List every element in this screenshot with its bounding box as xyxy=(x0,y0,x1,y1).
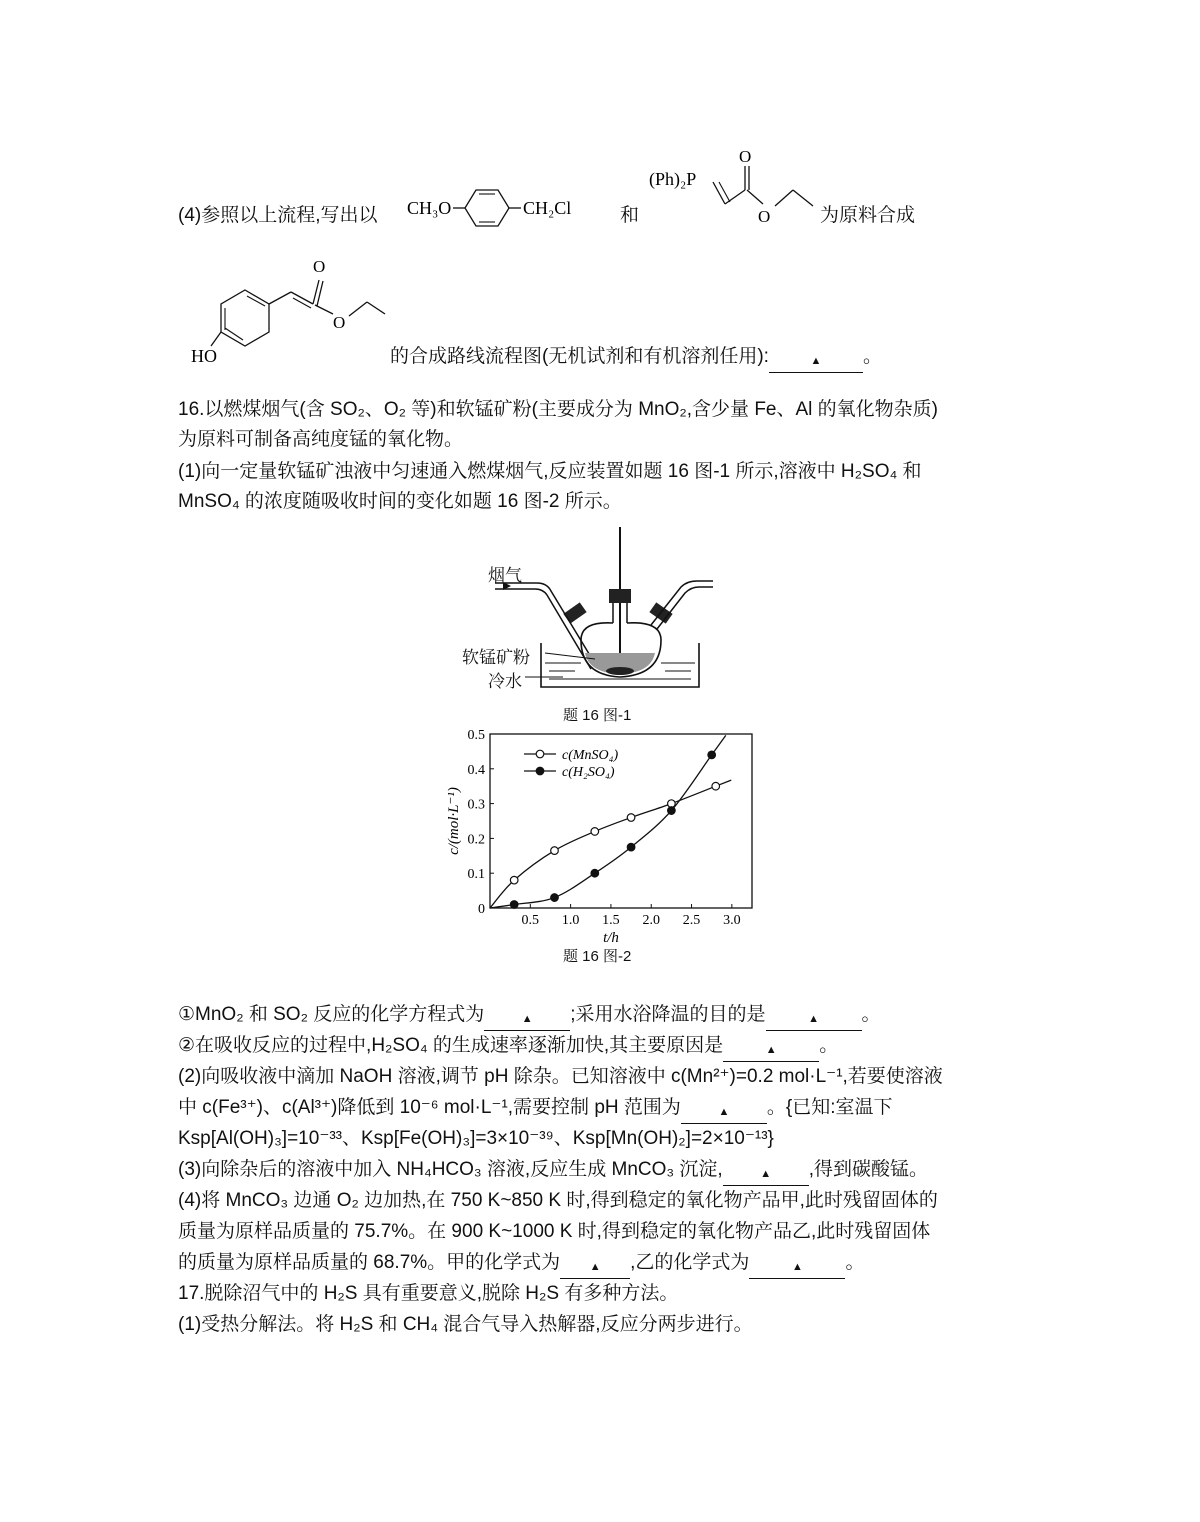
data-point-1 xyxy=(591,869,599,877)
chem2-ester-o: O xyxy=(758,207,771,226)
q15-and: 和 xyxy=(620,205,640,226)
q15-part4-line1 xyxy=(178,203,378,229)
x-tick-label: 1.5 xyxy=(602,913,620,928)
label-flue-gas: 烟气 xyxy=(488,566,522,585)
chem1-left-label: CH₃O xyxy=(407,198,452,218)
x-axis-label: t/h xyxy=(603,930,619,946)
data-point-0 xyxy=(627,814,635,822)
y-tick-label: 0.3 xyxy=(467,797,485,813)
concentration-time-chart xyxy=(430,722,770,947)
chem-structure-phosphorus-reagent xyxy=(645,140,820,230)
legend-marker-1 xyxy=(536,767,544,775)
q16-intro-2: 为原料可制备高纯度锰的氧化物。 xyxy=(178,429,464,450)
q15-line1-end: 为原料合成 xyxy=(820,205,916,226)
chem2-ph-label: (Ph)₂P xyxy=(649,169,697,189)
chem-structure-target-product xyxy=(185,250,395,370)
data-point-0 xyxy=(591,828,599,836)
answer-blank-q16-1a[interactable]: ▲ xyxy=(484,1010,570,1031)
x-tick-label: 1.0 xyxy=(561,913,580,928)
y-tick-label: 0.2 xyxy=(467,832,485,848)
chem2-carbonyl-o: O xyxy=(739,147,752,166)
y-axis-label: c/(mol·L⁻¹) xyxy=(446,787,462,855)
x-tick-label: 2.5 xyxy=(682,913,701,928)
answer-blank-q15-4[interactable]: ▲ xyxy=(769,352,863,373)
data-point-1 xyxy=(708,751,716,759)
q16-p2-line2: 中 c(Fe³⁺)、c(Al³⁺)降低到 10⁻⁶ mol·L⁻¹,需要控制 pH 范围为 ▲ 。{已知:室温下 xyxy=(178,1095,893,1124)
figure-16-1-caption: 题 16 图-1 xyxy=(563,707,632,724)
chem3-ho-label: HO xyxy=(191,346,217,366)
label-ore-powder: 软锰矿粉 xyxy=(462,648,530,667)
q15-part4-line2: 的合成路线流程图(无机试剂和有机溶剂任用): ▲ 。 xyxy=(390,344,882,373)
legend-marker-0 xyxy=(536,750,544,758)
q16-p4-line3: 的质量为原样品质量的 68.7%。甲的化学式为 ▲ ,乙的化学式为 ▲ 。 xyxy=(178,1250,864,1279)
x-tick-label: 2.0 xyxy=(642,913,660,928)
data-point-1 xyxy=(627,843,635,851)
y-tick-label: 0 xyxy=(478,902,485,917)
q17-p1: (1)受热分解法。将 H₂S 和 CH₄ 混合气导入热解器,反应分两步进行。 xyxy=(178,1314,753,1335)
q16-p1-line1: (1)向一定量软锰矿浊液中匀速通入燃煤烟气,反应装置如题 16 图-1 所示,溶液中 H₂SO₄ 和 xyxy=(178,461,922,482)
data-point-1 xyxy=(668,807,676,815)
answer-blank-q16-ph[interactable]: ▲ xyxy=(681,1103,767,1124)
legend-label-1: c(H₂SO₄) xyxy=(562,765,615,780)
chem1-right-label: CH₂Cl xyxy=(523,198,572,218)
chem-structure-methoxybenzyl-chloride xyxy=(405,182,645,242)
data-point-0 xyxy=(712,782,720,790)
data-point-1 xyxy=(551,894,559,902)
figure-16-2-caption: 题 16 图-2 xyxy=(563,948,632,965)
q17-intro: 17.脱除沼气中的 H₂S 具有重要意义,脱除 H₂S 有多种方法。 xyxy=(178,1283,679,1304)
q15-p4-text-a: (4)参照以上流程,写出以 xyxy=(178,205,378,226)
data-point-0 xyxy=(551,847,559,855)
q16-p4-line2: 质量为原样品质量的 75.7%。在 900 K~1000 K 时,得到稳定的氧化物产品乙,此时残留固体 xyxy=(178,1221,931,1242)
q16-s1-line: ①MnO₂ 和 SO₂ 反应的化学方程式为 ▲ ;采用水浴降温的目的是 ▲ 。 xyxy=(178,1002,881,1031)
q16-p2-line3: Ksp[Al(OH)₃]=10⁻³³、Ksp[Fe(OH)₃]=3×10⁻³⁹、Ksp[Mn(OH)₂]=2×10⁻¹³} xyxy=(178,1128,774,1149)
chem3-ester-o: O xyxy=(333,313,346,332)
q16-p3-line: (3)向除杂后的溶液中加入 NH₄HCO₃ 溶液,反应生成 MnCO₃ 沉淀, ▲ ,得到碳酸锰。 xyxy=(178,1157,928,1186)
legend-label-0: c(MnSO₄) xyxy=(562,748,619,763)
y-tick-label: 0.5 xyxy=(467,728,485,743)
answer-blank-q16-4a[interactable]: ▲ xyxy=(560,1258,630,1279)
data-point-1 xyxy=(510,901,518,909)
x-tick-label: 3.0 xyxy=(723,913,741,928)
answer-blank-q16-3[interactable]: ▲ xyxy=(723,1165,809,1186)
answer-blank-q16-2[interactable]: ▲ xyxy=(723,1041,819,1062)
series-line-0 xyxy=(490,780,731,908)
data-point-0 xyxy=(510,876,518,884)
q16-p2-line1: (2)向吸收液中滴加 NaOH 溶液,调节 pH 除杂。已知溶液中 c(Mn²⁺)=0.2 mol·L⁻¹,若要使溶液 xyxy=(178,1066,943,1087)
q16-intro-1: 16.以燃煤烟气(含 SO₂、O₂ 等)和软锰矿粉(主要成分为 MnO₂,含少量 Fe、Al 的氧化物杂质) xyxy=(178,399,938,420)
q16-p1-line2: MnSO₄ 的浓度随吸收时间的变化如题 16 图-2 所示。 xyxy=(178,491,622,512)
y-tick-label: 0.4 xyxy=(467,762,485,778)
chem3-carbonyl-o: O xyxy=(313,257,326,276)
q16-s2-line: ②在吸收反应的过程中,H₂SO₄ 的生成速率逐渐加快,其主要原因是 ▲ 。 xyxy=(178,1033,838,1062)
label-cold-water: 冷水 xyxy=(488,672,522,691)
x-tick-label: 0.5 xyxy=(521,913,540,928)
answer-blank-q16-4b[interactable]: ▲ xyxy=(749,1258,845,1279)
y-tick-label: 0.1 xyxy=(467,867,485,883)
answer-blank-q16-1b[interactable]: ▲ xyxy=(766,1010,862,1031)
q16-p4-line1: (4)将 MnCO₃ 边通 O₂ 边加热,在 750 K~850 K 时,得到稳定的氧化物产品甲,此时残留固体的 xyxy=(178,1190,938,1211)
